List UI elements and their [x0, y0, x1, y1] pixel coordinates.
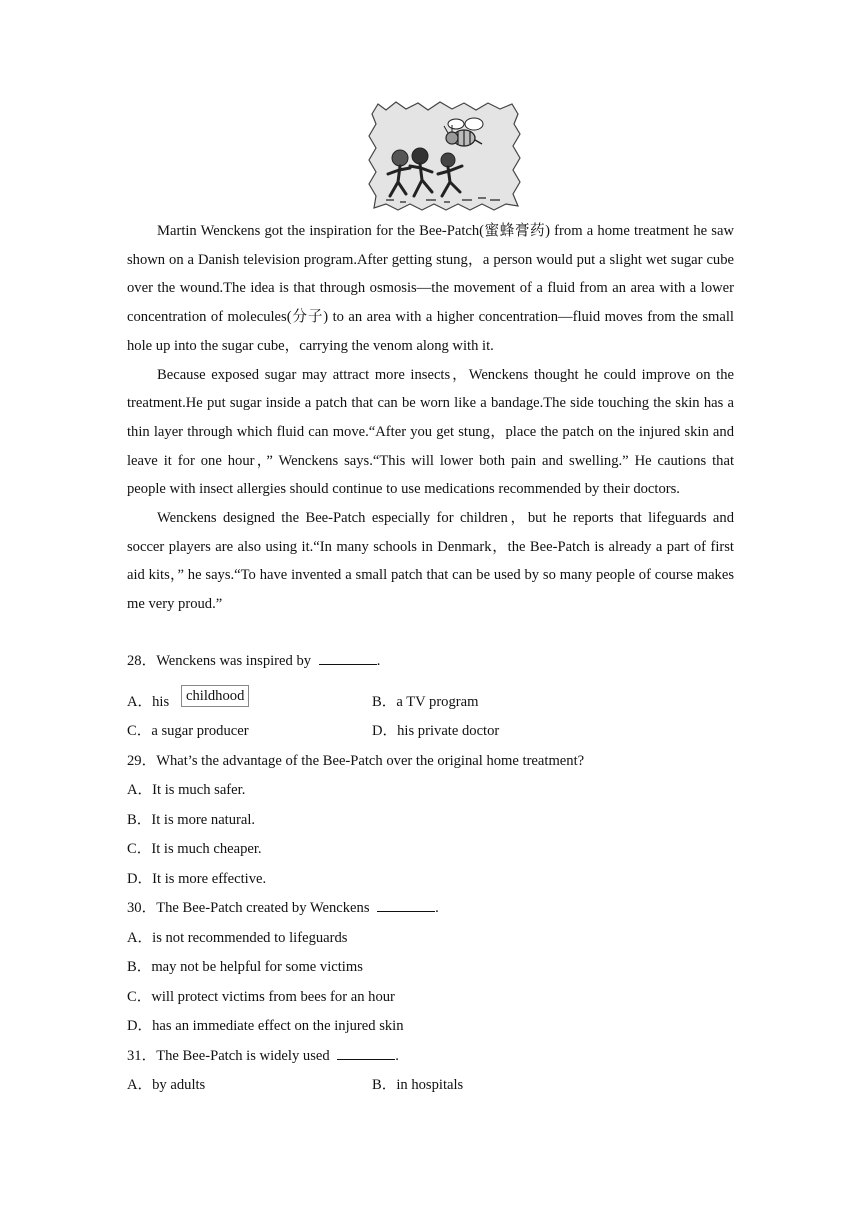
question-30-option-d[interactable]: D．has an immediate effect on the injured skin — [127, 1018, 404, 1034]
question-28-end: . — [376, 653, 381, 669]
question-30-text: 30．The Bee-Patch created by Wenckens — [127, 900, 374, 916]
question-28-option-a[interactable]: A．his — [127, 694, 170, 710]
answer-blank — [337, 1046, 395, 1060]
question-31-option-b[interactable]: B．in hospitals — [372, 1077, 464, 1093]
question-29-option-c[interactable]: C．It is much cheaper. — [127, 841, 262, 857]
question-28-option-b[interactable]: B．a TV program — [372, 694, 479, 710]
question-29-option-b[interactable]: B．It is more natural. — [127, 812, 256, 828]
question-28-option-d[interactable]: D．his private doctor — [372, 723, 500, 739]
question-30-stem — [127, 898, 439, 918]
question-29-stem: 29．What’s the advantage of the Bee-Patch over the original home treatment? — [127, 753, 585, 769]
question-30-option-b[interactable]: B．may not be helpful for some victims — [127, 959, 363, 975]
question-28-option-c[interactable]: C．a sugar producer — [127, 723, 249, 739]
answer-blank — [319, 651, 377, 665]
question-28-stem — [127, 651, 380, 671]
passage-paragraph-2: Because exposed sugar may attract more insects，Wenckens thought he could improve on the treatment.He put sugar inside a patch that can be worn like a bandage.The side touching the skin has a thin layer through which fluid can move.“After you get stung，place the patch on the injured skin and leave it for one hour，” Wenckens says.“This will lower both pain and swelling.” He cautions that people with insect allergies should continue to use medications recommended by their doctors. — [127, 366, 734, 498]
question-28-text: 28．Wenckens was inspired by — [127, 653, 315, 669]
question-30-option-a[interactable]: A．is not recommended to lifeguards — [127, 930, 348, 946]
question-31-option-a[interactable]: A．by adults — [127, 1077, 206, 1093]
reading-passage — [127, 217, 734, 619]
question-31-stem — [127, 1046, 399, 1066]
question-31-text: 31．The Bee-Patch is widely used — [127, 1048, 334, 1064]
question-29-option-d[interactable]: D．It is more effective. — [127, 871, 267, 887]
question-30-end: . — [435, 900, 439, 916]
passage-paragraph-3: Wenckens designed the Bee-Patch especially for children，but he reports that lifeguards and soccer players are also using it.“In many schools in Denmark，the Bee-Patch is already a part of first aid kits，” he says.“To have invented a small patch that can be used by so many people of course makes me very proud.” — [127, 510, 734, 613]
boxed-word-childhood: childhood — [181, 685, 249, 707]
question-31-end: . — [395, 1048, 399, 1064]
question-30-option-c[interactable]: C．will protect victims from bees for an hour — [127, 989, 395, 1005]
question-29-option-a[interactable]: A．It is much safer. — [127, 782, 246, 798]
passage-paragraph-1: Martin Wenckens got the inspiration for the Bee-Patch(蜜蜂膏药) from a home treatment he saw shown on a Danish television program.After getting stung，a person would put a slight wet sugar cube over the wound.The idea is that through osmosis—the movement of a fluid from an area with a lower concentration of molecules(分子) to an area with a higher concentration—fluid moves from the small hole up into the sugar cube，carrying the venom along with it. — [127, 223, 734, 354]
bee-chasing-children-illustration — [366, 100, 522, 212]
answer-blank — [377, 898, 435, 912]
